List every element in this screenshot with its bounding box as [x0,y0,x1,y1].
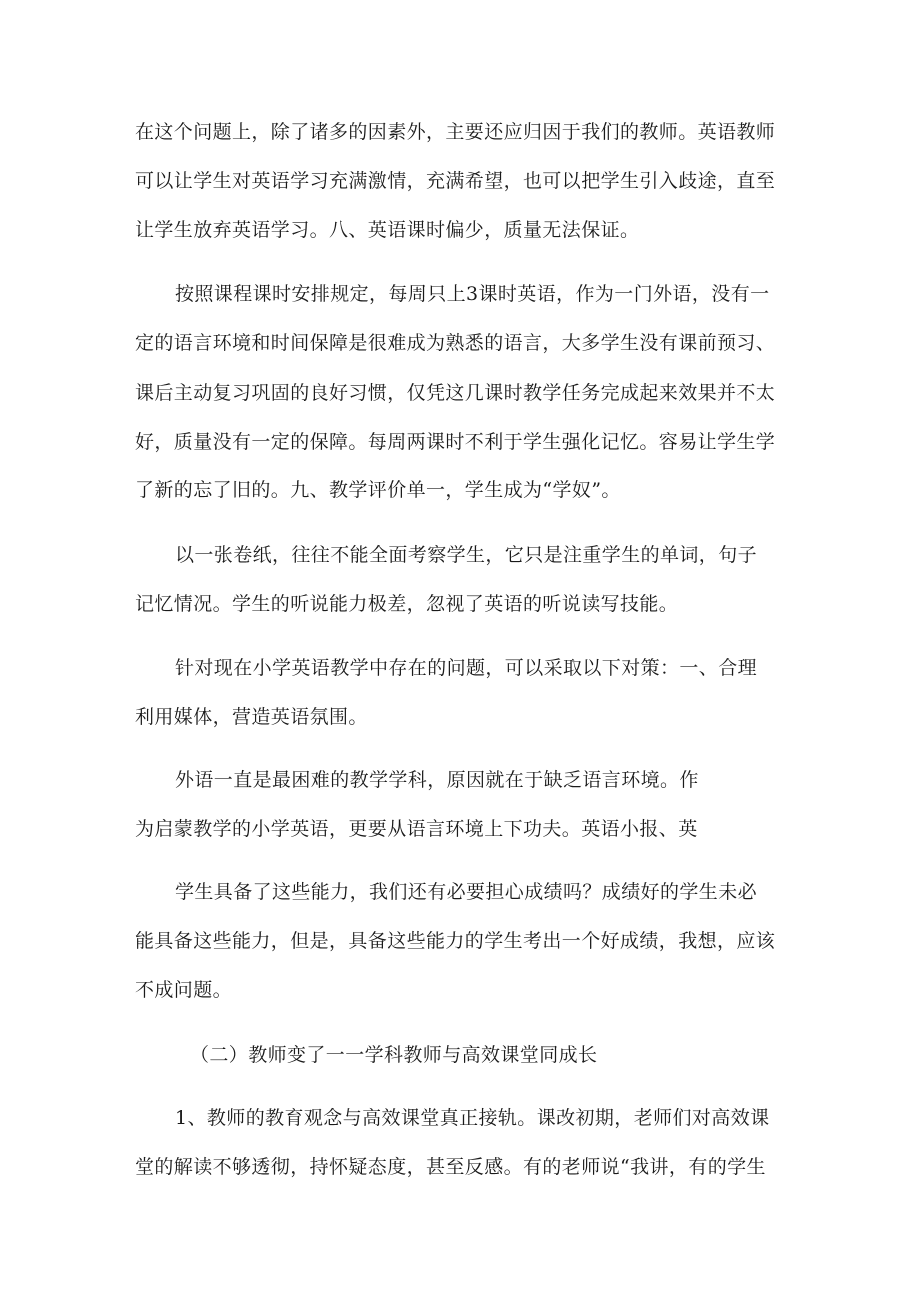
text-line: 了新的忘了旧的。九、教学评价单一，学生成为“学奴”。 [135,479,621,501]
text-line: 能具备这些能力，但是，具备这些能力的学生考出一个好成绩，我想，应该 [135,930,776,952]
text-line: 好，质量没有一定的保障。每周两课时不利于学生强化记忆。容易让学生学 [135,431,776,453]
text-line: 记忆情况。学生的听说能力极差，忽视了英语的听说读写技能。 [135,593,679,615]
heading-line: （二）教师变了一一学科教师与高效课堂同成长 [190,1044,598,1066]
text-line: 1、教师的教育观念与高效课堂真正接轨。课改初期，老师们对高效课 [175,1107,770,1129]
text-line: 外语一直是最困难的教学学科，原因就在于缺乏语言环境。作 [175,769,699,791]
text-line: 堂的解读不够透彻，持怀疑态度，甚至反感。有的老师说“我讲，有的学生 [135,1156,766,1178]
text-line: 以一张卷纸，往往不能全面考察学生，它只是注重学生的单词，句子 [175,544,758,566]
text-line: 按照课程课时安排规定，每周只上3课时英语，作为一门外语，没有一 [175,283,770,305]
text-line: 不成问题。 [135,979,233,1001]
text-line: 为启蒙教学的小学英语，更要从语言环境上下功夫。英语小报、英 [135,818,698,840]
text-line: 在这个问题上，除了诸多的因素外，主要还应归因于我们的教师。英语教师 [135,121,776,143]
text-line: 让学生放弃英语学习。八、英语课时偏少，质量无法保证。 [135,219,640,241]
text-line: 学生具备了这些能力，我们还有必要担心成绩吗？成绩好的学生未必 [175,881,758,903]
text-line: 定的语言环境和时间保障是很难成为熟悉的语言，大多学生没有课前预习、 [135,332,776,354]
text-line: 针对现在小学英语教学中存在的问题，可以采取以下对策：一、合理 [175,657,758,679]
text-line: 利用媒体，营造英语氛围。 [135,706,368,728]
text-line: 课后主动复习巩固的良好习惯，仅凭这几课时教学任务完成起来效果并不太 [135,382,776,404]
text-line: 可以让学生对英语学习充满激情，充满希望，也可以把学生引入歧途，直至 [135,170,776,192]
